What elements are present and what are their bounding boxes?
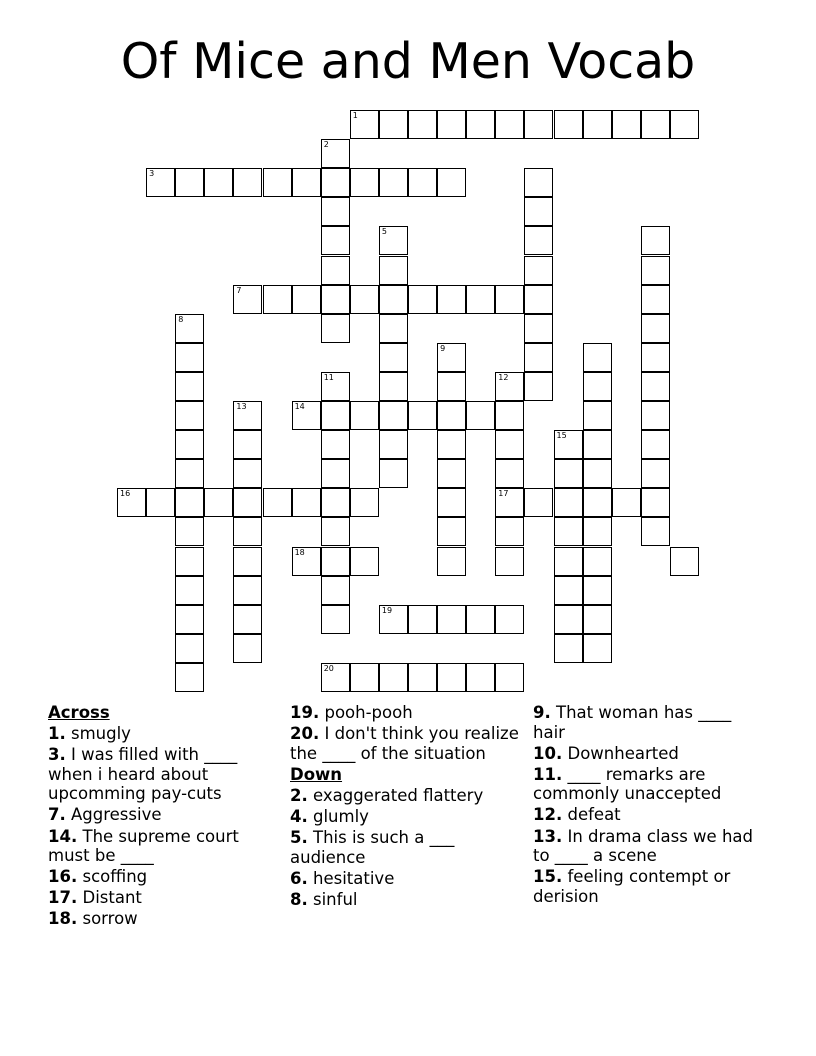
grid-cell[interactable] (321, 401, 350, 430)
grid-cell[interactable] (175, 168, 204, 197)
grid-cell[interactable] (175, 663, 204, 692)
grid-cell[interactable] (146, 168, 175, 197)
clue-down-4 (290, 807, 522, 827)
grid-cell[interactable] (524, 372, 553, 401)
clue-across-16 (48, 867, 280, 887)
grid-cell[interactable] (554, 488, 583, 517)
grid-cell[interactable] (408, 401, 437, 430)
grid-cell[interactable] (495, 430, 524, 459)
clue-number: 11. (533, 764, 563, 784)
cell-number: 12 (498, 372, 509, 382)
grid-cell[interactable] (408, 285, 437, 314)
grid-cell[interactable] (321, 226, 350, 255)
clue-across-18 (48, 909, 280, 929)
clue-text: Downhearted (567, 743, 679, 763)
grid-cell[interactable] (146, 488, 175, 517)
cell-number: 9 (440, 343, 446, 353)
puzzle-title: Of Mice and Men Vocab (120, 33, 696, 90)
grid-cell[interactable] (554, 576, 583, 605)
grid-cell[interactable] (554, 459, 583, 488)
grid-cell[interactable] (583, 605, 612, 634)
grid-cell[interactable] (321, 576, 350, 605)
grid-cell[interactable] (495, 285, 524, 314)
clue-column-3 (533, 703, 765, 908)
grid-cell[interactable] (641, 459, 670, 488)
grid-cell[interactable] (292, 285, 321, 314)
grid-cell[interactable] (175, 576, 204, 605)
clue-number: 13. (533, 826, 563, 846)
clue-text: That woman has ____ hair (533, 703, 732, 742)
grid-cell[interactable] (524, 256, 553, 285)
grid-cell[interactable] (379, 168, 408, 197)
grid-cell[interactable] (175, 517, 204, 546)
grid-cell[interactable] (350, 488, 379, 517)
grid-cell[interactable] (524, 110, 553, 139)
cell-number: 17 (498, 489, 509, 499)
clue-text: defeat (567, 805, 621, 825)
grid-cell[interactable] (437, 285, 466, 314)
grid-cell[interactable] (437, 110, 466, 139)
clue-text: ____ remarks are commonly unaccepted (533, 764, 722, 804)
grid-cell[interactable] (321, 256, 350, 285)
grid-cell[interactable] (292, 168, 321, 197)
cell-number: 18 (294, 547, 305, 557)
grid-cell[interactable] (495, 517, 524, 546)
cell-number: 16 (120, 489, 131, 499)
clue-text: The supreme court must be ____ (48, 826, 239, 866)
grid-cell[interactable] (670, 547, 699, 576)
across-heading: Across (48, 703, 110, 722)
clue-number: 19. (290, 703, 320, 722)
clue-down-9 (533, 703, 765, 742)
grid-cell[interactable] (495, 605, 524, 634)
cell-number: 11 (323, 372, 334, 382)
grid-cell[interactable] (379, 314, 408, 343)
grid-cell[interactable] (641, 372, 670, 401)
clue-number: 1. (48, 724, 66, 744)
grid-cell[interactable] (583, 401, 612, 430)
grid-cell[interactable] (233, 605, 262, 634)
clue-number: 14. (48, 826, 78, 846)
grid-cell[interactable] (321, 168, 350, 197)
clue-text: sorrow (82, 909, 138, 929)
clue-number: 9. (533, 703, 551, 722)
clue-across-7 (48, 805, 280, 825)
clue-text: I was filled with ____ when i heard about upcomming pay-cuts (48, 745, 238, 804)
clue-text: Aggressive (71, 805, 162, 825)
grid-cell[interactable] (524, 488, 553, 517)
grid-cell[interactable] (437, 168, 466, 197)
grid-cell[interactable] (437, 430, 466, 459)
grid-cell[interactable] (583, 430, 612, 459)
grid-cell[interactable] (408, 168, 437, 197)
grid-cell[interactable] (437, 605, 466, 634)
clue-across-19 (290, 703, 522, 723)
clue-column-2 (290, 703, 522, 911)
clue-number: 8. (290, 889, 308, 909)
grid-cell[interactable] (495, 488, 524, 517)
clue-number: 15. (533, 867, 563, 887)
clue-number: 17. (48, 888, 78, 908)
clue-down-5 (290, 828, 522, 867)
grid-cell[interactable] (350, 110, 379, 139)
grid-cell[interactable] (554, 547, 583, 576)
grid-cell[interactable] (583, 372, 612, 401)
grid-cell[interactable] (670, 110, 699, 139)
grid-cell[interactable] (350, 401, 379, 430)
grid-cell[interactable] (583, 576, 612, 605)
grid-cell[interactable] (350, 547, 379, 576)
grid-cell[interactable] (263, 488, 292, 517)
grid-cell[interactable] (321, 285, 350, 314)
grid-cell[interactable] (321, 663, 350, 692)
grid-cell[interactable] (437, 488, 466, 517)
grid-cell[interactable] (641, 226, 670, 255)
clue-text: In drama class we had to ____ a scene (533, 826, 753, 866)
cell-number: 7 (236, 285, 242, 295)
clue-number: 12. (533, 805, 563, 825)
grid-cell[interactable] (379, 285, 408, 314)
clue-down-12 (533, 805, 765, 825)
clue-down-15 (533, 867, 765, 906)
grid-cell[interactable] (233, 488, 262, 517)
grid-cell[interactable] (175, 401, 204, 430)
grid-cell[interactable] (175, 547, 204, 576)
clue-number: 2. (290, 785, 308, 805)
grid-cell[interactable] (379, 430, 408, 459)
grid-cell[interactable] (554, 110, 583, 139)
grid-cell[interactable] (495, 547, 524, 576)
grid-cell[interactable] (233, 459, 262, 488)
grid-cell[interactable] (495, 110, 524, 139)
clue-text: feeling contempt or derision (533, 867, 731, 906)
grid-cell[interactable] (233, 517, 262, 546)
grid-cell[interactable] (233, 634, 262, 663)
clue-down-13 (533, 827, 765, 866)
clue-text: smugly (71, 724, 131, 744)
clue-text: exaggerated flattery (313, 785, 484, 805)
grid-cell[interactable] (524, 197, 553, 226)
clue-number: 6. (290, 868, 308, 888)
grid-cell[interactable] (524, 226, 553, 255)
cell-number: 1 (352, 111, 358, 120)
cell-number: 5 (381, 227, 387, 237)
grid-cell[interactable] (466, 663, 495, 692)
grid-cell[interactable] (495, 663, 524, 692)
down-heading: Down (290, 764, 343, 784)
clue-column-1 (48, 703, 280, 931)
cell-number: 20 (323, 663, 334, 673)
grid-cell[interactable] (321, 547, 350, 576)
grid-cell[interactable] (321, 488, 350, 517)
clue-down-11 (533, 765, 765, 804)
grid-cell[interactable] (408, 663, 437, 692)
clue-number: 7. (48, 805, 66, 825)
grid-cell[interactable] (437, 372, 466, 401)
grid-cell[interactable] (204, 168, 233, 197)
grid-cell[interactable] (321, 139, 350, 168)
grid-cell[interactable] (350, 663, 379, 692)
grid-cell[interactable] (175, 605, 204, 634)
grid-cell[interactable] (641, 517, 670, 546)
cell-number: 14 (294, 402, 305, 411)
grid-cell[interactable] (379, 110, 408, 139)
clue-number: 5. (290, 828, 308, 848)
grid-cell[interactable] (233, 547, 262, 576)
grid-cell[interactable] (437, 343, 466, 372)
grid-cell[interactable] (554, 634, 583, 663)
clue-down-2 (290, 786, 522, 806)
grid-cell[interactable] (175, 430, 204, 459)
grid-cell[interactable] (263, 285, 292, 314)
clue-text: I don't think you realize the ____ of the situation (290, 724, 519, 763)
clue-down-8 (290, 890, 522, 910)
grid-cell[interactable] (233, 576, 262, 605)
grid-cell[interactable] (612, 488, 641, 517)
clue-text: scoffing (82, 867, 148, 887)
clue-across-1 (48, 724, 280, 744)
grid-cell[interactable] (379, 663, 408, 692)
grid-cell[interactable] (437, 547, 466, 576)
clue-across-3 (48, 745, 280, 804)
grid-cell[interactable] (321, 459, 350, 488)
grid-cell[interactable] (117, 488, 146, 517)
grid-cell[interactable] (524, 285, 553, 314)
grid-cell[interactable] (175, 459, 204, 488)
grid-cell[interactable] (379, 226, 408, 255)
grid-cell[interactable] (175, 634, 204, 663)
grid-cell[interactable] (583, 110, 612, 139)
clue-text: pooh-pooh (324, 703, 413, 722)
grid-cell[interactable] (554, 517, 583, 546)
grid-cell[interactable] (321, 605, 350, 634)
cell-number: 2 (323, 140, 329, 150)
grid-cell[interactable] (583, 343, 612, 372)
clue-number: 18. (48, 909, 78, 929)
grid-cell[interactable] (292, 401, 321, 430)
grid-cell[interactable] (437, 401, 466, 430)
grid-cell[interactable] (233, 401, 262, 430)
clue-text: hesitative (313, 868, 395, 888)
grid-cell[interactable] (175, 488, 204, 517)
grid-cell[interactable] (524, 343, 553, 372)
grid-cell[interactable] (379, 459, 408, 488)
cell-number: 15 (556, 431, 567, 441)
grid-cell[interactable] (641, 314, 670, 343)
clue-down-10 (533, 744, 765, 764)
grid-cell[interactable] (408, 110, 437, 139)
grid-cell[interactable] (554, 430, 583, 459)
grid-cell[interactable] (495, 459, 524, 488)
grid-cell[interactable] (175, 372, 204, 401)
grid-cell[interactable] (233, 430, 262, 459)
clue-text: sinful (313, 889, 358, 909)
grid-cell[interactable] (466, 401, 495, 430)
grid-cell[interactable] (466, 110, 495, 139)
clue-down-6 (290, 869, 522, 889)
grid-cell[interactable] (641, 110, 670, 139)
grid-cell[interactable] (204, 488, 233, 517)
grid-cell[interactable] (321, 517, 350, 546)
cell-number: 8 (178, 314, 184, 324)
clue-number: 20. (290, 724, 320, 744)
grid-cell[interactable] (379, 605, 408, 634)
grid-cell[interactable] (233, 168, 262, 197)
grid-cell[interactable] (641, 488, 670, 517)
grid-cell[interactable] (583, 459, 612, 488)
grid-cell[interactable] (583, 547, 612, 576)
grid-cell[interactable] (612, 110, 641, 139)
grid-cell[interactable] (175, 314, 204, 343)
grid-cell[interactable] (321, 430, 350, 459)
grid-cell[interactable] (379, 343, 408, 372)
grid-cell[interactable] (263, 168, 292, 197)
grid-cell[interactable] (583, 517, 612, 546)
grid-cell[interactable] (292, 488, 321, 517)
grid-cell[interactable] (554, 605, 583, 634)
grid-cell[interactable] (466, 285, 495, 314)
grid-cell[interactable] (175, 343, 204, 372)
grid-cell[interactable] (641, 343, 670, 372)
clue-number: 10. (533, 743, 563, 763)
clue-number: 3. (48, 745, 66, 765)
cell-number: 13 (236, 402, 247, 411)
grid-cell[interactable] (641, 285, 670, 314)
grid-cell[interactable] (583, 488, 612, 517)
clue-text: This is such a ___ audience (290, 828, 455, 867)
clue-number: 16. (48, 867, 78, 887)
grid-cell[interactable] (583, 634, 612, 663)
cell-number: 19 (381, 605, 393, 615)
grid-cell[interactable] (321, 314, 350, 343)
grid-cell[interactable] (350, 285, 379, 314)
cell-number: 3 (149, 169, 155, 179)
grid-cell[interactable] (466, 605, 495, 634)
grid-cell[interactable] (641, 256, 670, 285)
grid-cell[interactable] (321, 372, 350, 401)
grid-cell[interactable] (350, 168, 379, 197)
grid-cell[interactable] (379, 256, 408, 285)
grid-cell[interactable] (641, 430, 670, 459)
grid-cell[interactable] (524, 314, 553, 343)
grid-cell[interactable] (379, 372, 408, 401)
grid-cell[interactable] (495, 372, 524, 401)
clue-text: glumly (313, 806, 369, 826)
grid-cell[interactable] (437, 517, 466, 546)
grid-cell[interactable] (641, 401, 670, 430)
grid-cell[interactable] (495, 401, 524, 430)
clue-across-17 (48, 888, 280, 908)
grid-cell[interactable] (524, 168, 553, 197)
grid-cell[interactable] (292, 547, 321, 576)
grid-cell[interactable] (321, 197, 350, 226)
clue-text: Distant (82, 888, 142, 908)
clue-number: 4. (290, 806, 308, 826)
grid-cell[interactable] (233, 285, 262, 314)
grid-cell[interactable] (437, 459, 466, 488)
grid-cell[interactable] (437, 663, 466, 692)
grid-cell[interactable] (408, 605, 437, 634)
clue-across-14 (48, 827, 280, 866)
clue-across-20 (290, 724, 522, 763)
grid-cell[interactable] (379, 401, 408, 430)
